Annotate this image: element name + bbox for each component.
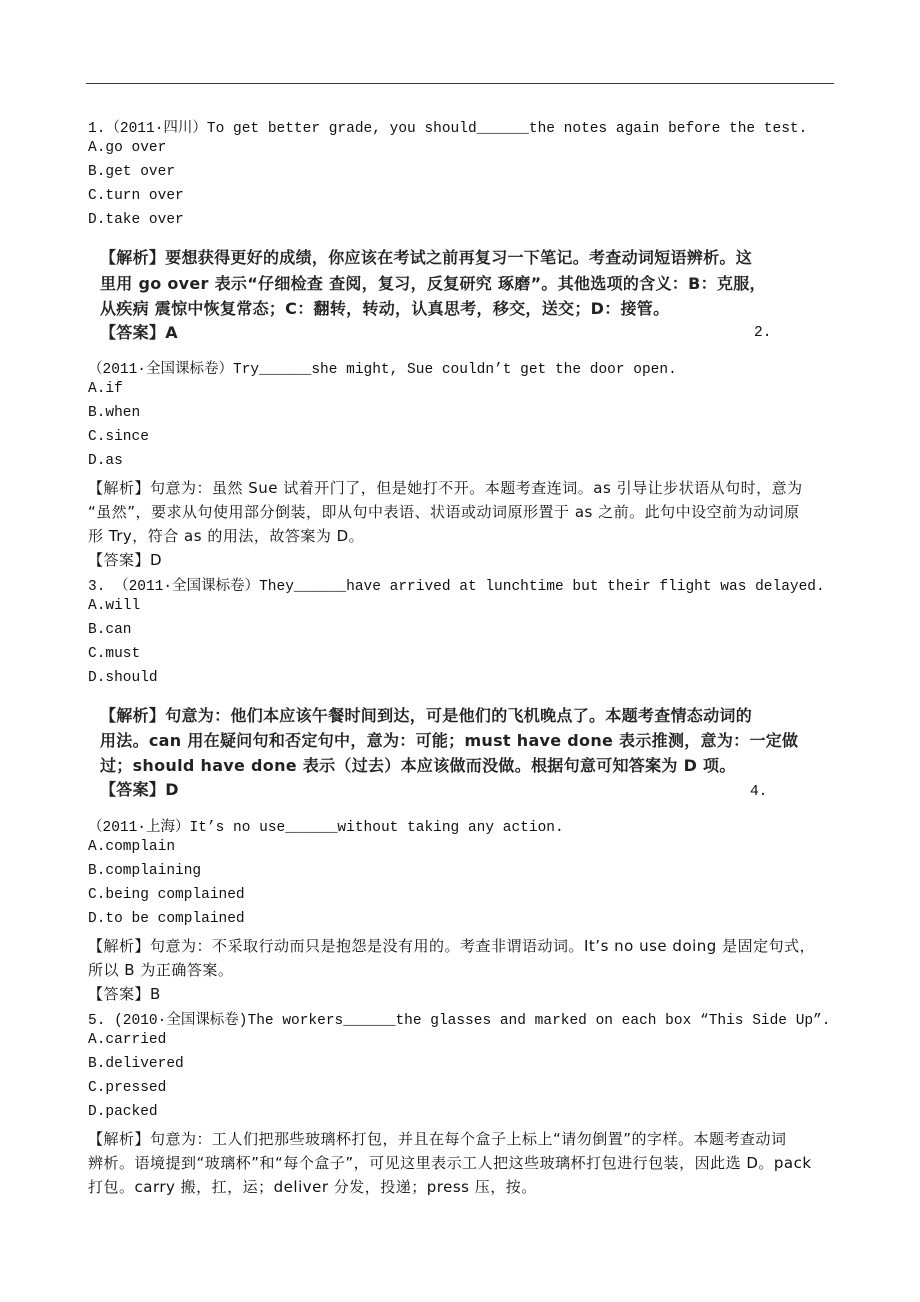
question-3-stem: 3. （2011·全国课标卷）They______have arrived at lunchtime but their flight was delayed.	[88, 579, 825, 595]
question-4-analysis-line-1: 【解析】句意为：不采取行动而只是抱怨是没有用的。考查非谓语动词。It’s no use doing 是固定句式，	[88, 937, 816, 955]
question-1-option-a: A.go over	[88, 140, 167, 156]
question-4-stem: （2011·上海）It’s no use______without taking any action.	[88, 820, 564, 836]
question-5-option-b: B.delivered	[88, 1056, 184, 1072]
question-5-option-d: D.packed	[88, 1104, 158, 1120]
question-2-analysis-line-1: 【解析】句意为：虽然 Sue 试着开门了，但是她打不开。本题考查连词。as 引导让步状语从句时，意为	[88, 479, 803, 497]
question-1-option-d: D.take over	[88, 212, 184, 228]
question-4-answer: 【答案】B	[88, 985, 161, 1003]
question-4-number: 4.	[750, 784, 768, 800]
question-3-option-c: C.must	[88, 646, 141, 662]
question-4-option-c: C.being complained	[88, 887, 245, 903]
question-4-option-b: B.complaining	[88, 863, 202, 879]
question-2-option-a: A.if	[88, 381, 123, 397]
question-5-analysis-line-1: 【解析】句意为：工人们把那些玻璃杯打包，并且在每个盒子上标上“请勿倒置”的字样。本题考查动词	[88, 1130, 787, 1148]
question-1-analysis-line-1: 【解析】要想获得更好的成绩，你应该在考试之前再复习一下笔记。考查动词短语辨析。这	[100, 248, 753, 267]
question-1-analysis-line-3: 从疾病 震惊中恢复常态；C：翻转，转动，认真思考，移交，送交；D：接管。	[100, 299, 670, 318]
question-2-option-c: C.since	[88, 429, 149, 445]
question-5-analysis-line-2: 辨析。语境提到“玻璃杯”和“每个盒子”，可见这里表示工人把这些玻璃杯打包进行包装，因此选 D。pack	[88, 1154, 812, 1172]
question-1-answer: 【答案】A	[100, 323, 178, 342]
question-2-option-b: B.when	[88, 405, 141, 421]
header-rule	[86, 83, 834, 84]
question-5-analysis-line-3: 打包。carry 搬，扛，运；deliver 分发，投递；press 压，按。	[88, 1178, 537, 1196]
question-1-analysis-line-2: 里用 go over 表示“仔细检查 查阅，复习，反复研究 琢磨”。其他选项的含义：B：克服，	[100, 274, 766, 293]
question-4-option-d: D.to be complained	[88, 911, 245, 927]
question-5-option-a: A.carried	[88, 1032, 167, 1048]
question-4-option-a: A.complain	[88, 839, 176, 855]
question-3-answer: 【答案】D	[100, 780, 179, 799]
question-3-option-d: D.should	[88, 670, 158, 686]
question-3-analysis-line-3: 过；should have done 表示（过去）本应该做而没做。根据句意可知答案为 D 项。	[100, 756, 736, 775]
question-2-option-d: D.as	[88, 453, 123, 469]
question-2-stem: （2011·全国课标卷）Try______she might, Sue couldn’t get the door open.	[88, 362, 677, 378]
question-1-option-c: C.turn over	[88, 188, 184, 204]
question-1-option-b: B.get over	[88, 164, 176, 180]
question-3-option-b: B.can	[88, 622, 132, 638]
question-1-stem: 1.（2011·四川）To get better grade, you should______the notes again before the test.	[88, 121, 808, 137]
question-2-number: 2.	[754, 325, 772, 341]
question-2-analysis-line-3: 形 Try，符合 as 的用法，故答案为 D。	[88, 527, 365, 545]
question-3-analysis-line-1: 【解析】句意为：他们本应该午餐时间到达，可是他们的飞机晚点了。本题考查情态动词的	[100, 706, 753, 725]
question-2-answer: 【答案】D	[88, 551, 163, 569]
question-2-analysis-line-2: “虽然”，要求从句使用部分倒装，即从句中表语、状语或动词原形置于 as 之前。此句中设空前为动词原	[88, 503, 800, 521]
question-5-option-c: C.pressed	[88, 1080, 167, 1096]
question-4-analysis-line-2: 所以 B 为正确答案。	[88, 961, 234, 979]
question-3-analysis-line-2: 用法。can 用在疑问句和否定句中，意为：可能；must have done 表示推测，意为：一定做	[100, 731, 799, 750]
question-5-stem: 5. (2010·全国课标卷)The workers______the glasses and marked on each box “This Side Up”.	[88, 1013, 831, 1029]
question-3-option-a: A.will	[88, 598, 141, 614]
